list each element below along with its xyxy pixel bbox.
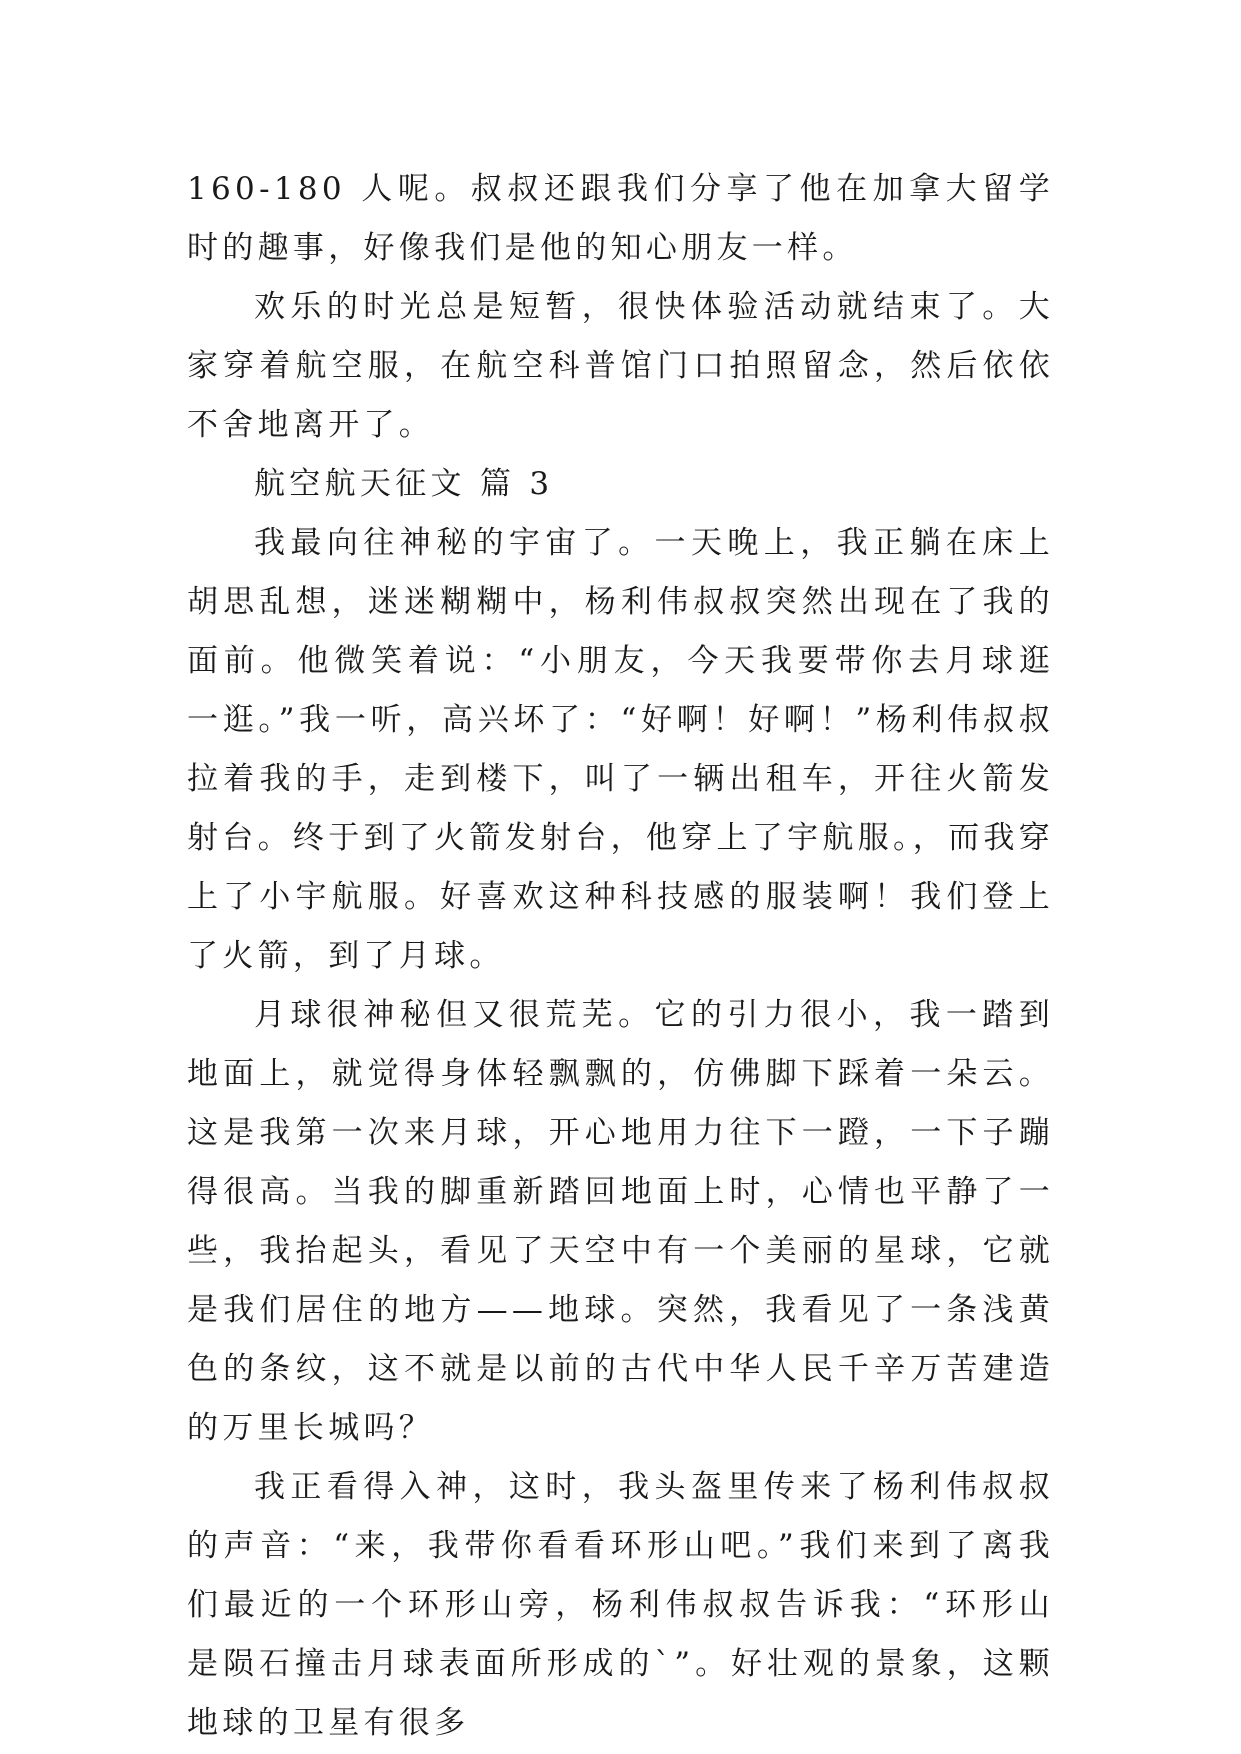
paragraph-1: 160-180 人呢。叔叔还跟我们分享了他在加拿大留学时的趣事，好像我们是他的知心朋友一样。 [187,171,1054,266]
paragraph-2: 欢乐的时光总是短暂，很快体验活动就结束了。大家穿着航空服，在航空科普馆门口拍照留念，然后依依不舍地离开了。 [187,289,1054,443]
paragraph-3: 我最向往神秘的宇宙了。一天晚上，我正躺在床上胡思乱想，迷迷糊糊中，杨利伟叔叔突然出现在了我的面前。他微笑着说：“小朋友，今天我要带你去月球逛一逛。”我一听，高兴坏了：“好啊！好啊！”杨利伟叔叔拉着我的手，走到楼下，叫了一辆出租车，开往火箭发射台。终于到了火箭发射台，他穿上了宇航服。，而我穿上了小宇航服。好喜欢这种科技感的服装啊！我们登上了火箭，到了月球。 [187,525,1054,974]
paragraph-4: 月球很神秘但又很荒芜。它的引力很小，我一踏到地面上，就觉得身体轻飘飘的，仿佛脚下踩着一朵云。这是我第一次来月球，开心地用力往下一蹬，一下子蹦得很高。当我的脚重新踏回地面上时，心情也平静了一些，我抬起头，看见了天空中有一个美丽的星球，它就是我们居住的地方——地球。突然，我看见了一条浅黄色的条纹，这不就是以前的古代中华人民千辛万苦建造的万里长城吗？ [187,997,1054,1446]
paragraph-5: 我正看得入神，这时，我头盔里传来了杨利伟叔叔的声音：“来，我带你看看环形山吧。”我们来到了离我们最近的一个环形山旁，杨利伟叔叔告诉我：“环形山是陨石撞击月球表面所形成的`”。好壮观的景象，这颗地球的卫星有很多 [187,1469,1054,1741]
document-page [187,160,1054,1753]
section-heading: 航空航天征文 篇 3 [254,466,554,502]
